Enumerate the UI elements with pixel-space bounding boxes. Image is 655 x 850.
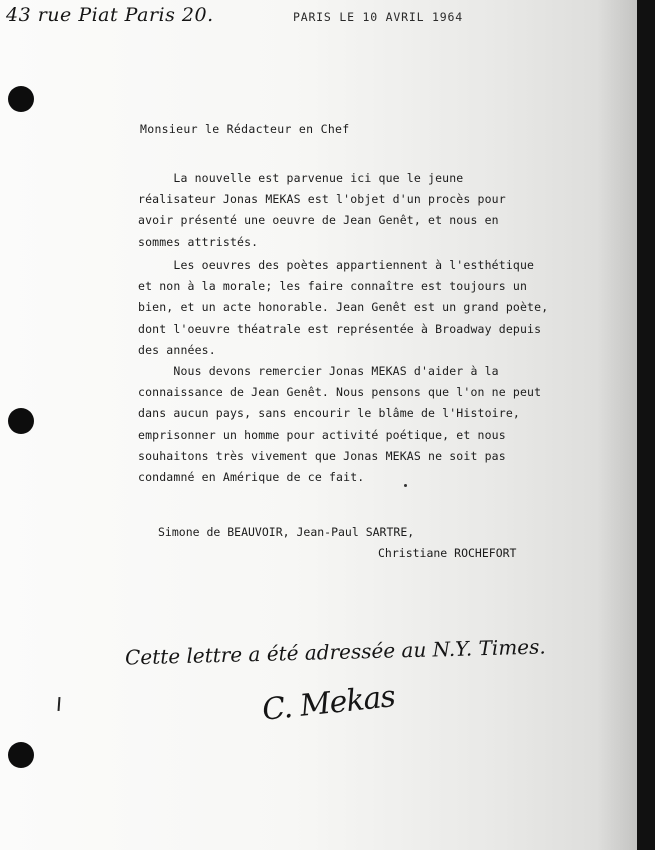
signatories-line-1: Simone de BEAUVOIR, Jean-Paul SARTRE,	[158, 525, 415, 539]
ink-mark	[404, 484, 407, 487]
punch-hole	[8, 408, 34, 434]
salutation: Monsieur le Rédacteur en Chef	[140, 122, 350, 136]
paragraph-2: Les oeuvres des poètes appartiennent à l'esthétique et non à la morale; les faire connaître est toujours un bien, et un acte honorable. Jean Genêt est un grand poète, dont l'oeuvre théatrale est représentée à Broadway depuis des années.	[138, 258, 549, 357]
dateline: PARIS LE 10 AVRIL 1964	[293, 10, 463, 24]
ink-mark	[58, 697, 61, 711]
handwritten-signature: C. Mekas	[260, 679, 397, 728]
signatories-line-2: Christiane ROCHEFORT	[378, 546, 517, 560]
punch-hole	[8, 742, 34, 768]
punch-hole	[8, 86, 34, 112]
paragraph-1: La nouvelle est parvenue ici que le jeune réalisateur Jonas MEKAS est l'objet d'un procès pour avoir présenté une oeuvre de Jean Genêt, et nous en sommes attristés.	[138, 171, 506, 249]
page-edge-shadow	[597, 0, 637, 850]
handwritten-note: Cette lettre a été adressée au N.Y. Times.	[124, 634, 546, 670]
handwritten-address: 43 rue Piat Paris 20.	[6, 4, 214, 26]
paragraph-3: Nous devons remercier Jonas MEKAS d'aider à la connaissance de Jean Genêt. Nous pensons que l'on ne peut dans aucun pays, sans encourir le blâme de l'Histoire, emprisonner un homme pour activité poétique, et nous souhaitons très vivement que Jonas MEKAS ne soit pas condamné en Amérique de ce fait.	[138, 364, 542, 485]
